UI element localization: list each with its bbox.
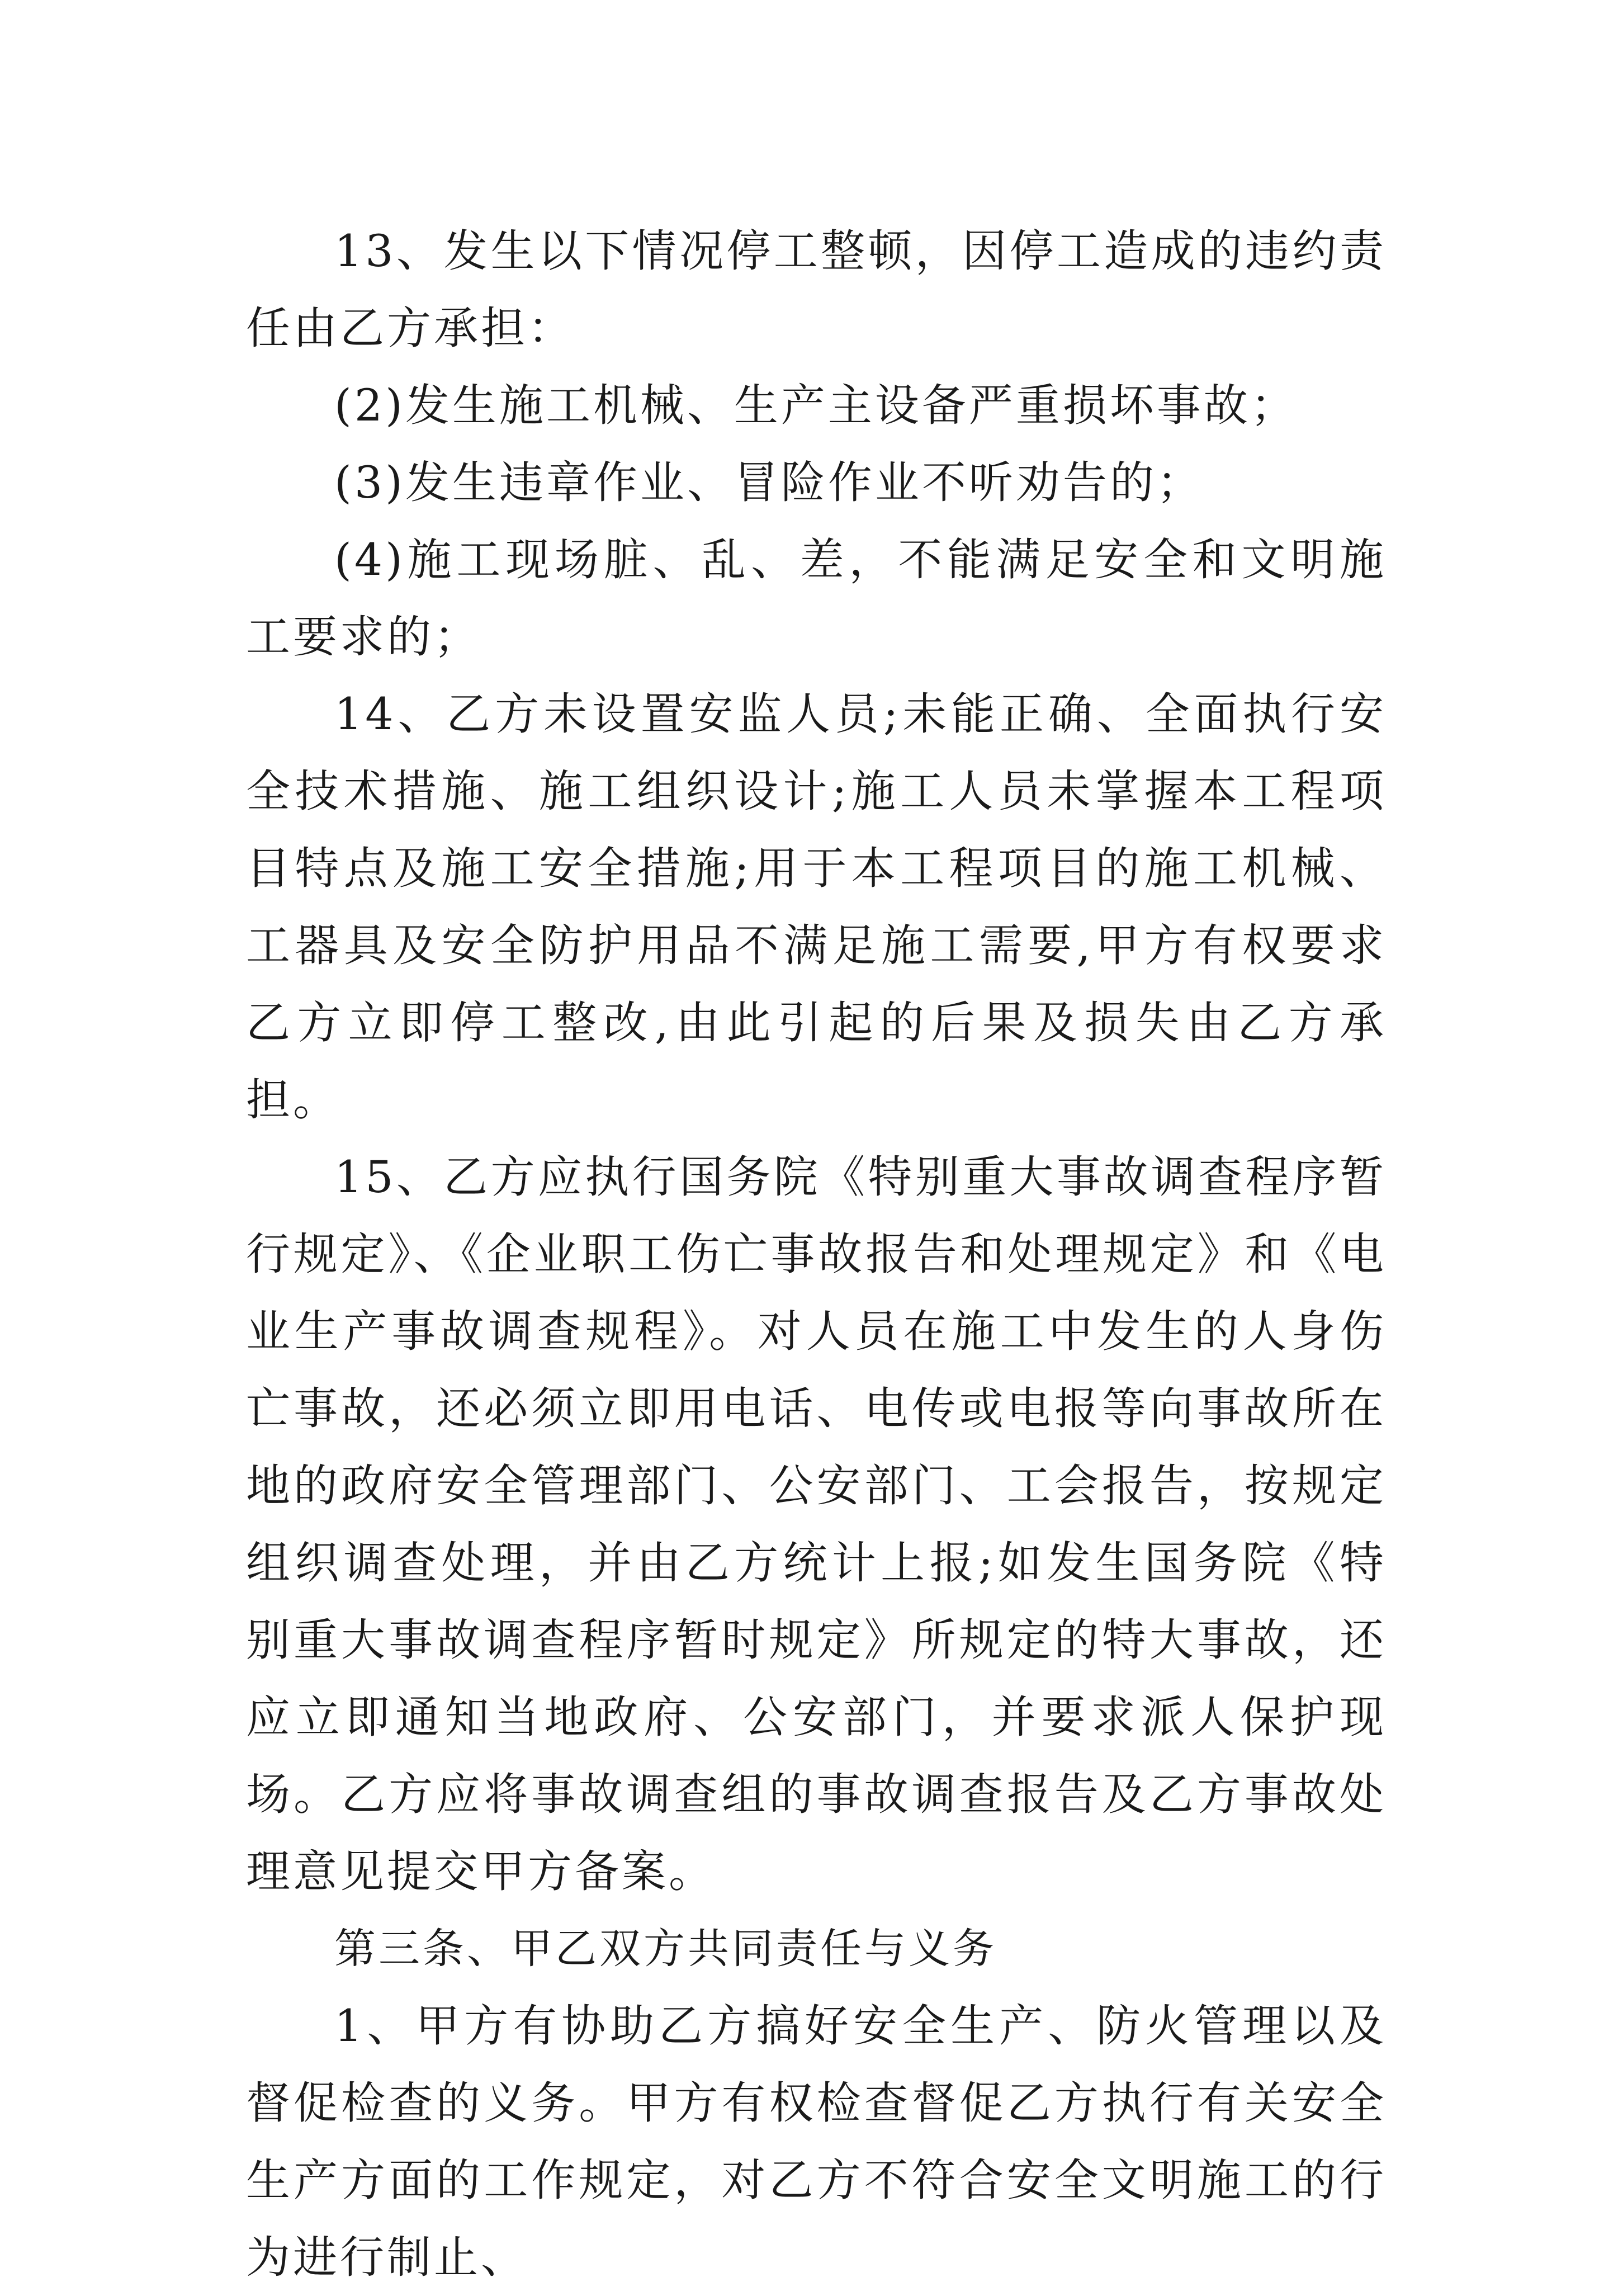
clause-15: 15、乙方应执行国务院《特别重大事故调查程序暂行规定》、《企业职工伤亡事故报告和处理规定》和《电业生产事故调查规程》。对人员在施工中发生的人身伤亡事故，还必须立即用电话、电传或电报等向事故所在地的政府安全管理部门、公安部门、工会报告，按规定组织调查处理，并由乙方统计上报;如发生国务院《特别重大事故调查程序暂时规定》所规定的特大事故，还应立即通知当地政府、公安部门，并要求派人保护现场。乙方应将事故调查组的事故调查报告及乙方事故处理意见提交甲方备案。 (246, 1151, 1387, 1897)
clause-13: 13、发生以下情况停工整顿，因停工造成的违约责任由乙方承担： (246, 225, 1387, 354)
clause-14: 14、乙方未设置安监人员;未能正确、全面执行安全技术措施、施工组织设计;施工人员未掌握本工程项目特点及施工安全措施;用于本工程项目的施工机械、工器具及安全防护用品不满足施工需要,甲方有权要求乙方立即停工整改,由此引起的后果及损失由乙方承担。 (246, 688, 1387, 1126)
clause-13-item-3: (3)发生违章作业、冒险作业不听劝告的； (334, 457, 1204, 508)
article-3-heading: 第三条、甲乙双方共同责任与义务 (334, 1925, 997, 1973)
article-3-clause-1: 1、甲方有协助乙方搞好安全生产、防火管理以及督促检查的义务。甲方有权检查督促乙方执行有关安全生产方面的工作规定，对乙方不符合安全文明施工的行为进行制止、 (246, 2000, 1387, 2283)
document-body (246, 212, 1387, 2296)
clause-13-item-4: (4)施工现场脏、乱、差，不能满足安全和文明施工要求的； (246, 534, 1387, 663)
clause-13-item-2: (2)发生施工机械、生产主设备严重损坏事故； (334, 380, 1298, 431)
